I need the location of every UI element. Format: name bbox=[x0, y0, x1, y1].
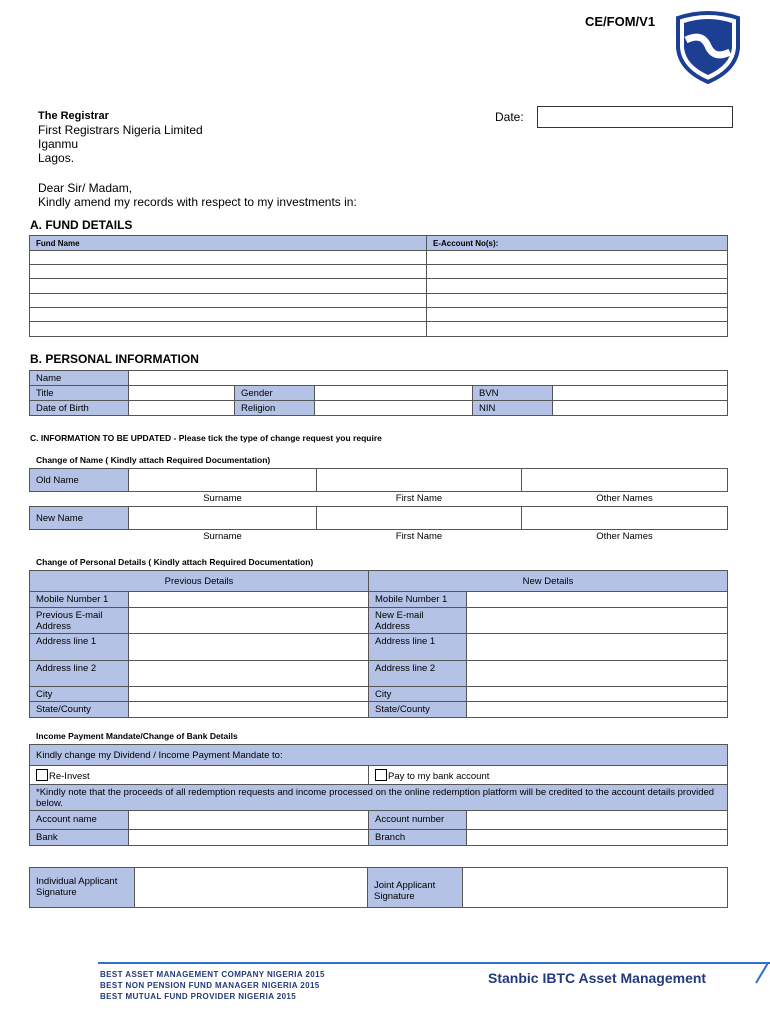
form-code: CE/FOM/V1 bbox=[585, 14, 656, 29]
new-first-name-caption: First Name bbox=[395, 531, 443, 542]
prev-email-label: Previous E-mail Address bbox=[29, 607, 129, 634]
nin-label: NIN bbox=[472, 400, 553, 416]
old-first-name-field[interactable] bbox=[316, 468, 522, 492]
new-address2-field[interactable] bbox=[466, 660, 728, 687]
addressee: The Registrar bbox=[38, 110, 109, 122]
fund-name-cell-5[interactable] bbox=[29, 307, 427, 322]
bank-field[interactable] bbox=[128, 829, 369, 846]
old-other-names-field[interactable] bbox=[521, 468, 728, 492]
new-mobile-label: Mobile Number 1 bbox=[368, 591, 467, 608]
prev-city-field[interactable] bbox=[128, 686, 369, 702]
address-line-3: Lagos. bbox=[38, 151, 75, 165]
prev-city-label: City bbox=[29, 686, 129, 702]
new-other-names-caption: Other Names bbox=[596, 531, 653, 542]
new-city-field[interactable] bbox=[466, 686, 728, 702]
pay-bank-label: Pay to my bank account bbox=[388, 771, 490, 782]
branch-field[interactable] bbox=[466, 829, 728, 846]
religion-label: Religion bbox=[234, 400, 315, 416]
new-city-label: City bbox=[368, 686, 467, 702]
date-label: Date: bbox=[495, 110, 524, 124]
bvn-label: BVN bbox=[472, 385, 553, 401]
section-a-title: A. FUND DETAILS bbox=[30, 218, 133, 232]
dob-label: Date of Birth bbox=[29, 400, 129, 416]
personal-details-title: Change of Personal Details ( Kindly attach Required Documentation) bbox=[36, 557, 314, 567]
new-mobile-field[interactable] bbox=[466, 591, 728, 608]
e-account-cell-5[interactable] bbox=[426, 307, 728, 322]
date-field[interactable] bbox=[537, 106, 733, 128]
name-label: Name bbox=[29, 370, 129, 386]
new-state-label: State/County bbox=[368, 701, 467, 718]
account-name-label: Account name bbox=[29, 810, 129, 830]
new-address1-field[interactable] bbox=[466, 633, 728, 661]
salutation: Dear Sir/ Madam, bbox=[38, 181, 133, 195]
fund-name-cell-6[interactable] bbox=[29, 321, 427, 337]
fund-name-cell-3[interactable] bbox=[29, 278, 427, 294]
prev-address2-field[interactable] bbox=[128, 660, 369, 687]
name-field[interactable] bbox=[128, 370, 728, 386]
joint-signature-label: Joint Applicant Signature bbox=[367, 867, 463, 908]
joint-signature-field[interactable] bbox=[462, 867, 728, 908]
prev-mobile-label: Mobile Number 1 bbox=[29, 591, 129, 608]
new-surname-caption: Surname bbox=[203, 531, 242, 542]
new-first-name-field[interactable] bbox=[316, 506, 522, 530]
individual-signature-label: Individual Applicant Signature bbox=[29, 867, 135, 908]
prev-email-field[interactable] bbox=[128, 607, 369, 634]
fund-name-cell-2[interactable] bbox=[29, 264, 427, 279]
e-account-header: E-Account No(s): bbox=[426, 235, 728, 251]
reinvest-label: Re-Invest bbox=[49, 771, 90, 782]
old-surname-field[interactable] bbox=[128, 468, 317, 492]
award-2: BEST NON PENSION FUND MANAGER NIGERIA 2015 bbox=[100, 981, 320, 990]
shield-logo bbox=[672, 10, 744, 84]
new-address2-label: Address line 2 bbox=[368, 660, 467, 687]
account-number-label: Account number bbox=[368, 810, 467, 830]
mandate-title: Income Payment Mandate/Change of Bank Details bbox=[36, 731, 238, 741]
redemption-note: *Kindly note that the proceeds of all redemption requests and income processed on the online redemption platform will be credited to the account details provided below. bbox=[29, 784, 728, 811]
prev-address1-label: Address line 1 bbox=[29, 633, 129, 661]
brand-slash-icon bbox=[752, 962, 770, 984]
prev-address2-label: Address line 2 bbox=[29, 660, 129, 687]
e-account-cell-1[interactable] bbox=[426, 250, 728, 265]
prev-state-label: State/County bbox=[29, 701, 129, 718]
title-field[interactable] bbox=[128, 385, 235, 401]
brand-name: Stanbic IBTC Asset Management bbox=[488, 970, 707, 986]
account-name-field[interactable] bbox=[128, 810, 369, 830]
old-first-name-caption: First Name bbox=[395, 493, 443, 504]
reinvest-checkbox[interactable] bbox=[36, 769, 48, 781]
intro-text: Kindly amend my records with respect to my investments in: bbox=[38, 195, 357, 209]
gender-field[interactable] bbox=[314, 385, 473, 401]
new-state-field[interactable] bbox=[466, 701, 728, 718]
section-b-title: B. PERSONAL INFORMATION bbox=[30, 352, 199, 366]
mandate-instruction: Kindly change my Dividend / Income Payment Mandate to: bbox=[29, 744, 728, 766]
fund-name-cell-1[interactable] bbox=[29, 250, 427, 265]
new-details-header: New Details bbox=[368, 570, 728, 592]
bank-label: Bank bbox=[29, 829, 129, 846]
fund-name-header: Fund Name bbox=[29, 235, 427, 251]
e-account-cell-4[interactable] bbox=[426, 293, 728, 308]
nin-field[interactable] bbox=[552, 400, 728, 416]
gender-label: Gender bbox=[234, 385, 315, 401]
prev-mobile-field[interactable] bbox=[128, 591, 369, 608]
new-email-field[interactable] bbox=[466, 607, 728, 634]
individual-signature-field[interactable] bbox=[134, 867, 368, 908]
fund-name-cell-4[interactable] bbox=[29, 293, 427, 308]
section-c-title: C. INFORMATION TO BE UPDATED - Please tick the type of change request you require bbox=[30, 433, 382, 443]
prev-address1-field[interactable] bbox=[128, 633, 369, 661]
previous-details-header: Previous Details bbox=[29, 570, 369, 592]
new-surname-field[interactable] bbox=[128, 506, 317, 530]
new-email-label: New E-mail Address bbox=[368, 607, 467, 634]
address-line-2: Iganmu bbox=[38, 137, 79, 151]
bvn-field[interactable] bbox=[552, 385, 728, 401]
religion-field[interactable] bbox=[314, 400, 473, 416]
new-name-label: New Name bbox=[29, 506, 129, 530]
award-1: BEST ASSET MANAGEMENT COMPANY NIGERIA 2015 bbox=[100, 970, 325, 979]
dob-field[interactable] bbox=[128, 400, 235, 416]
award-3: BEST MUTUAL FUND PROVIDER NIGERIA 2015 bbox=[100, 992, 297, 1001]
old-name-label: Old Name bbox=[29, 468, 129, 492]
prev-state-field[interactable] bbox=[128, 701, 369, 718]
e-account-cell-6[interactable] bbox=[426, 321, 728, 337]
old-other-names-caption: Other Names bbox=[596, 493, 653, 504]
new-address1-label: Address line 1 bbox=[368, 633, 467, 661]
e-account-cell-2[interactable] bbox=[426, 264, 728, 279]
change-of-name-title: Change of Name ( Kindly attach Required Documentation) bbox=[36, 455, 271, 465]
address-line-1: First Registrars Nigeria Limited bbox=[38, 123, 203, 137]
footer-rule bbox=[98, 962, 770, 964]
pay-bank-option[interactable] bbox=[368, 765, 728, 785]
reinvest-option[interactable] bbox=[29, 765, 369, 785]
old-surname-caption: Surname bbox=[203, 493, 242, 504]
e-account-cell-3[interactable] bbox=[426, 278, 728, 294]
title-label: Title bbox=[29, 385, 129, 401]
new-other-names-field[interactable] bbox=[521, 506, 728, 530]
branch-label: Branch bbox=[368, 829, 467, 846]
pay-bank-checkbox[interactable] bbox=[375, 769, 387, 781]
account-number-field[interactable] bbox=[466, 810, 728, 830]
